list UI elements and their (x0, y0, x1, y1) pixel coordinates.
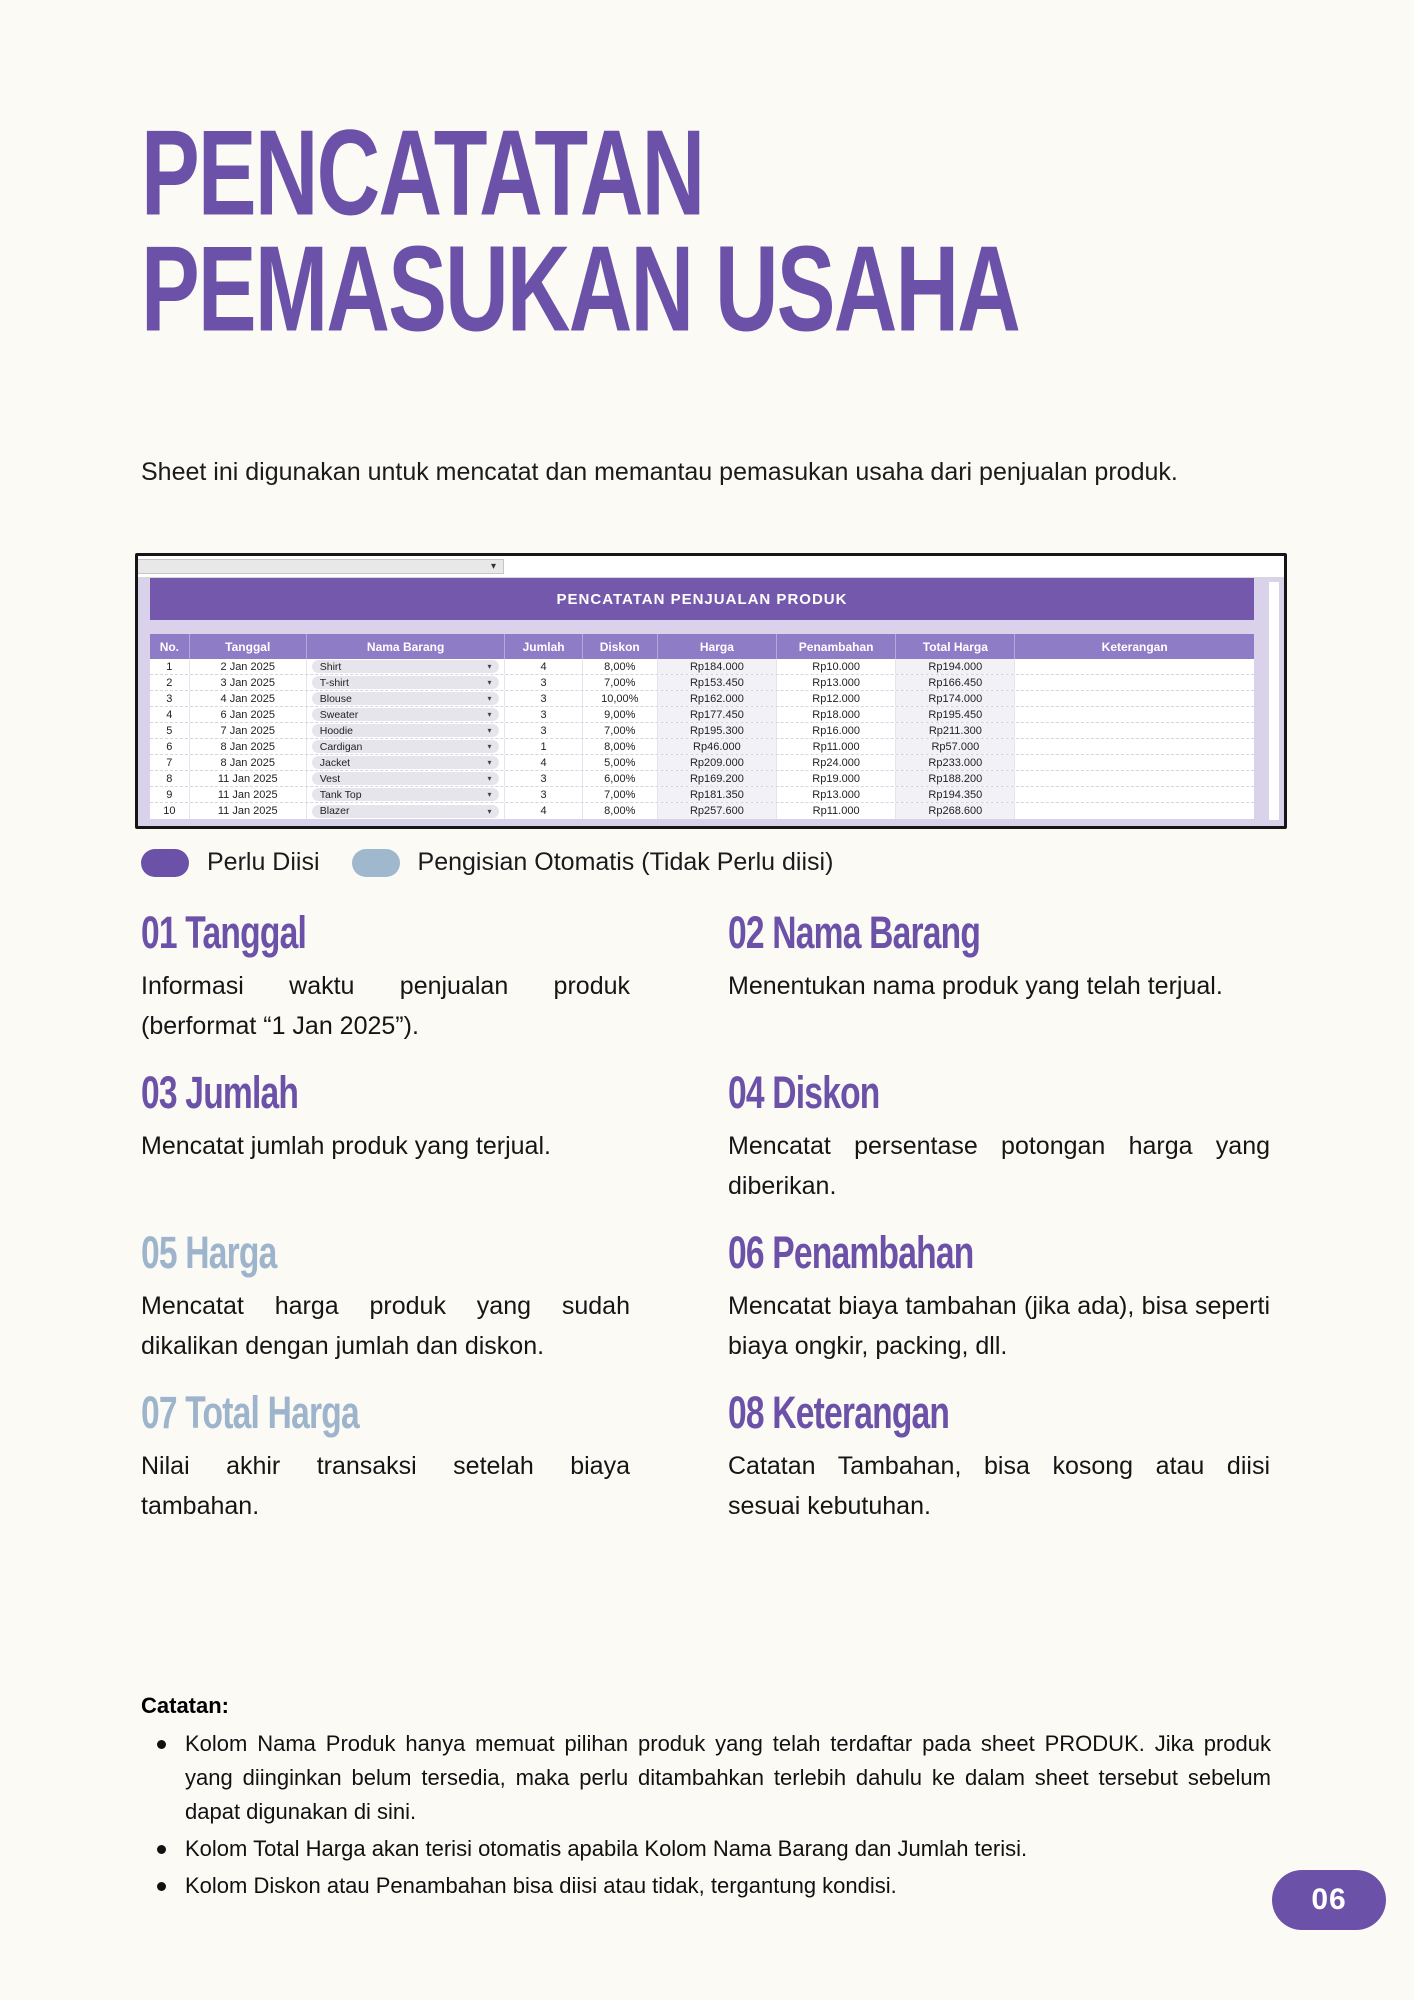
cell-tanggal: 11 Jan 2025 (190, 787, 307, 802)
cell-no: 4 (150, 707, 190, 722)
cell-no: 8 (150, 771, 190, 786)
section-title: 02 Nama Barang (728, 906, 981, 958)
table-row (150, 787, 1254, 803)
title-text-2: PEMASUKAN USAHA (141, 220, 1020, 358)
product-name: Cardigan (319, 740, 363, 753)
column-header: Total Harga (896, 634, 1015, 659)
cell-total-harga: Rp233.000 (896, 755, 1015, 770)
section-title: 05 Harga (141, 1226, 277, 1278)
cell-penambahan: Rp11.000 (777, 803, 896, 819)
cell-total-harga: Rp194.350 (896, 787, 1015, 802)
section-description: Nilai akhir transaksi setelah biaya tambahan. (141, 1452, 630, 1520)
table-row (150, 707, 1254, 723)
column-header: Penambahan (777, 634, 896, 659)
cell-no: 7 (150, 755, 190, 770)
cell-nama-barang (307, 659, 506, 674)
field-section (728, 1228, 1270, 1366)
cell-tanggal: 6 Jan 2025 (190, 707, 307, 722)
cell-no: 10 (150, 803, 190, 819)
product-name: Hoodie (319, 724, 354, 737)
chevron-down-icon: ▾ (487, 678, 492, 687)
section-description: Menentukan nama produk yang telah terjual. (728, 972, 1223, 1000)
product-dropdown[interactable] (312, 676, 500, 689)
cell-total-harga: Rp268.600 (896, 803, 1015, 819)
chevron-down-icon: ▾ (487, 774, 492, 783)
cell-total-harga: Rp174.000 (896, 691, 1015, 706)
cell-nama-barang (307, 723, 506, 738)
section-heading (728, 1228, 1270, 1276)
section-heading (728, 1068, 1270, 1116)
cell-penambahan: Rp16.000 (777, 723, 896, 738)
section-title: 08 Keterangan (728, 1386, 950, 1438)
table-header-row (150, 634, 1254, 659)
cell-nama-barang (307, 739, 506, 754)
section-heading (728, 1388, 1270, 1436)
cell-jumlah: 4 (505, 803, 582, 819)
cell-tanggal: 3 Jan 2025 (190, 675, 307, 690)
cell-no: 3 (150, 691, 190, 706)
cell-keterangan (1015, 723, 1253, 738)
cell-keterangan (1015, 787, 1253, 802)
cell-jumlah: 3 (505, 691, 582, 706)
title-text-1: PENCATATAN (141, 104, 704, 242)
title-line-1 (141, 104, 1139, 242)
chevron-down-icon: ▾ (487, 710, 492, 719)
section-description: Mencatat harga produk yang sudah dikalikan dengan jumlah dan diskon. (141, 1292, 630, 1360)
table-row (150, 803, 1254, 819)
product-name: Shirt (319, 660, 342, 673)
section-description: Mencatat persentase potongan harga yang diberikan. (728, 1132, 1270, 1200)
chevron-down-icon: ▾ (487, 726, 492, 735)
cell-diskon: 8,00% (583, 739, 658, 754)
cell-harga: Rp184.000 (658, 659, 777, 674)
note-item: Kolom Diskon atau Penambahan bisa diisi atau tidak, tergantung kondisi. (141, 1869, 1271, 1903)
cell-diskon: 9,00% (583, 707, 658, 722)
table-row (150, 771, 1254, 787)
section-description: Catatan Tambahan, bisa kosong atau diisi sesuai kebutuhan. (728, 1452, 1270, 1520)
cell-tanggal: 7 Jan 2025 (190, 723, 307, 738)
product-dropdown[interactable] (312, 660, 500, 673)
title-line-2 (141, 220, 1139, 358)
cell-diskon: 5,00% (583, 755, 658, 770)
section-title: 07 Total Harga (141, 1386, 359, 1438)
cell-total-harga: Rp194.000 (896, 659, 1015, 674)
sheet-banner (150, 578, 1254, 620)
table-row (150, 755, 1254, 771)
cell-total-harga: Rp188.200 (896, 771, 1015, 786)
cell-nama-barang (307, 771, 506, 786)
cell-no: 1 (150, 659, 190, 674)
cell-harga: Rp209.000 (658, 755, 777, 770)
notes-list (141, 1727, 1271, 1903)
sheet-content (138, 578, 1284, 826)
chevron-down-icon: ▾ (487, 790, 492, 799)
section-heading (141, 1228, 630, 1276)
table-row (150, 691, 1254, 707)
column-header: No. (150, 634, 190, 659)
cell-nama-barang (307, 707, 506, 722)
cell-nama-barang (307, 675, 506, 690)
table-row (150, 723, 1254, 739)
page-number-badge (1272, 1870, 1386, 1930)
table-row (150, 675, 1254, 691)
cell-total-harga: Rp166.450 (896, 675, 1015, 690)
chevron-down-icon: ▾ (487, 742, 492, 751)
table-row (150, 739, 1254, 755)
page-number: 06 (1311, 1883, 1347, 1916)
product-dropdown[interactable] (312, 756, 500, 769)
section-description: Mencatat biaya tambahan (jika ada), bisa seperti biaya ongkir, packing, dll. (728, 1292, 1270, 1360)
chevron-down-icon: ▾ (490, 561, 496, 572)
column-header: Keterangan (1101, 639, 1168, 654)
product-name: Blouse (319, 692, 352, 705)
cell-diskon: 6,00% (583, 771, 658, 786)
cell-penambahan: Rp24.000 (777, 755, 896, 770)
product-dropdown[interactable] (312, 692, 500, 705)
cell-jumlah: 4 (505, 659, 582, 674)
cell-penambahan: Rp13.000 (777, 787, 896, 802)
field-section (141, 1388, 630, 1526)
cell-penambahan: Rp11.000 (777, 739, 896, 754)
column-header: Nama Barang (307, 634, 506, 659)
cell-penambahan: Rp12.000 (777, 691, 896, 706)
cell-no: 2 (150, 675, 190, 690)
column-header: Jumlah (505, 634, 582, 659)
cell-harga: Rp153.450 (658, 675, 777, 690)
product-name: Tank Top (319, 788, 362, 801)
column-header: Harga (658, 634, 777, 659)
cell-tanggal: 8 Jan 2025 (190, 739, 307, 754)
cell-tanggal: 4 Jan 2025 (190, 691, 307, 706)
product-name: Jacket (319, 756, 351, 769)
product-name: Vest (319, 772, 341, 785)
cell-no: 5 (150, 723, 190, 738)
sheet-range-dropdown[interactable] (138, 559, 504, 574)
cell-keterangan (1015, 675, 1253, 690)
chevron-down-icon: ▾ (487, 758, 492, 767)
cell-diskon: 7,00% (583, 675, 658, 690)
cell-nama-barang (307, 691, 506, 706)
cell-nama-barang (307, 755, 506, 770)
field-section (728, 1068, 1270, 1206)
cell-harga: Rp162.000 (658, 691, 777, 706)
section-title: 03 Jumlah (141, 1066, 299, 1118)
cell-diskon: 7,00% (583, 787, 658, 802)
cell-jumlah: 3 (505, 707, 582, 722)
chevron-down-icon: ▾ (487, 694, 492, 703)
section-description: Informasi waktu penjualan produk (berformat “1 Jan 2025”). (141, 972, 630, 1040)
legend-swatch-auto (352, 849, 400, 877)
cell-jumlah: 3 (505, 723, 582, 738)
cell-jumlah: 3 (505, 771, 582, 786)
cell-penambahan: Rp13.000 (777, 675, 896, 690)
chevron-down-icon: ▾ (487, 806, 492, 816)
cell-no: 9 (150, 787, 190, 802)
cell-keterangan (1015, 707, 1253, 722)
product-dropdown[interactable] (312, 740, 500, 753)
product-dropdown[interactable] (312, 708, 500, 721)
section-heading (728, 908, 1270, 956)
field-section (141, 908, 630, 1046)
field-section (728, 1388, 1270, 1526)
notes-heading: Catatan: (141, 1693, 230, 1718)
column-header: Diskon (583, 634, 658, 659)
cell-jumlah: 1 (505, 739, 582, 754)
section-title: 04 Diskon (728, 1066, 880, 1118)
cell-tanggal: 8 Jan 2025 (190, 755, 307, 770)
cell-tanggal: 11 Jan 2025 (190, 771, 307, 786)
section-heading (141, 908, 630, 956)
cell-diskon: 8,00% (583, 659, 658, 674)
cell-harga: Rp46.000 (658, 739, 777, 754)
legend-label-required: Perlu Diisi (207, 848, 320, 876)
section-description: Mencatat jumlah produk yang terjual. (141, 1132, 551, 1160)
product-dropdown[interactable] (312, 724, 500, 737)
cell-keterangan (1015, 739, 1253, 754)
cell-total-harga: Rp195.450 (896, 707, 1015, 722)
spreadsheet-screenshot (135, 553, 1287, 829)
table-row (150, 659, 1254, 675)
sheet-scrollbar[interactable] (1268, 581, 1280, 821)
legend-swatch-required (141, 849, 189, 877)
cell-jumlah: 3 (505, 675, 582, 690)
cell-total-harga: Rp57.000 (896, 739, 1015, 754)
product-name: T-shirt (319, 676, 349, 689)
product-dropdown[interactable] (312, 788, 500, 801)
field-section (141, 1068, 630, 1206)
cell-penambahan: Rp18.000 (777, 707, 896, 722)
product-name: Sweater (319, 708, 359, 721)
intro-paragraph: Sheet ini digunakan untuk mencatat dan memantau pemasukan usaha dari penjualan produk. (141, 458, 1178, 486)
cell-penambahan: Rp10.000 (777, 659, 896, 674)
cell-tanggal: 11 Jan 2025 (190, 803, 307, 819)
cell-keterangan (1015, 691, 1253, 706)
product-dropdown[interactable] (312, 805, 500, 818)
legend-label-auto: Pengisian Otomatis (Tidak Perlu diisi) (417, 848, 834, 876)
cell-harga: Rp195.300 (658, 723, 777, 738)
cell-tanggal: 2 Jan 2025 (190, 659, 307, 674)
cell-keterangan (1015, 771, 1253, 786)
cell-penambahan: Rp19.000 (777, 771, 896, 786)
cell-harga: Rp181.350 (658, 787, 777, 802)
cell-jumlah: 3 (505, 787, 582, 802)
legend (141, 848, 865, 877)
cell-nama-barang (307, 787, 506, 802)
sheet-banner-title: PENCATATAN PENJUALAN PRODUK (556, 590, 848, 608)
field-section (728, 908, 1270, 1046)
cell-total-harga: Rp211.300 (896, 723, 1015, 738)
note-item: Kolom Total Harga akan terisi otomatis apabila Kolom Nama Barang dan Jumlah terisi. (141, 1832, 1271, 1866)
cell-jumlah: 4 (505, 755, 582, 770)
cell-keterangan (1015, 659, 1253, 674)
cell-harga: Rp177.450 (658, 707, 777, 722)
section-heading (141, 1068, 630, 1116)
page-title (141, 104, 1139, 358)
chevron-down-icon: ▾ (487, 662, 492, 671)
cell-nama-barang (307, 803, 506, 819)
sheet-toolbar (138, 556, 1284, 578)
cell-diskon: 8,00% (583, 803, 658, 819)
product-dropdown[interactable] (312, 772, 500, 785)
column-header: Tanggal (190, 634, 307, 659)
table-body (150, 659, 1254, 819)
cell-diskon: 10,00% (583, 691, 658, 706)
note-item: Kolom Nama Produk hanya memuat pilihan produk yang telah terdaftar pada sheet PRODUK. Jika produk yang diinginkan belum tersedia, maka perlu ditambahkan terlebih dahulu ke dalam sheet tersebut sebelum dapat digunakan di sini. (141, 1727, 1271, 1829)
cell-harga: Rp169.200 (658, 771, 777, 786)
cell-no: 6 (150, 739, 190, 754)
field-section (141, 1228, 630, 1366)
product-name: Blazer (319, 805, 350, 817)
cell-diskon: 7,00% (583, 723, 658, 738)
section-title: 01 Tanggal (141, 906, 307, 958)
section-title: 06 Penambahan (728, 1226, 974, 1278)
notes (141, 1693, 1271, 1906)
cell-harga: Rp257.600 (658, 803, 777, 819)
section-heading (141, 1388, 630, 1436)
sheet-gap (150, 620, 1254, 634)
cell-keterangan (1015, 803, 1253, 819)
cell-keterangan (1015, 755, 1253, 770)
field-descriptions (141, 908, 1270, 1526)
